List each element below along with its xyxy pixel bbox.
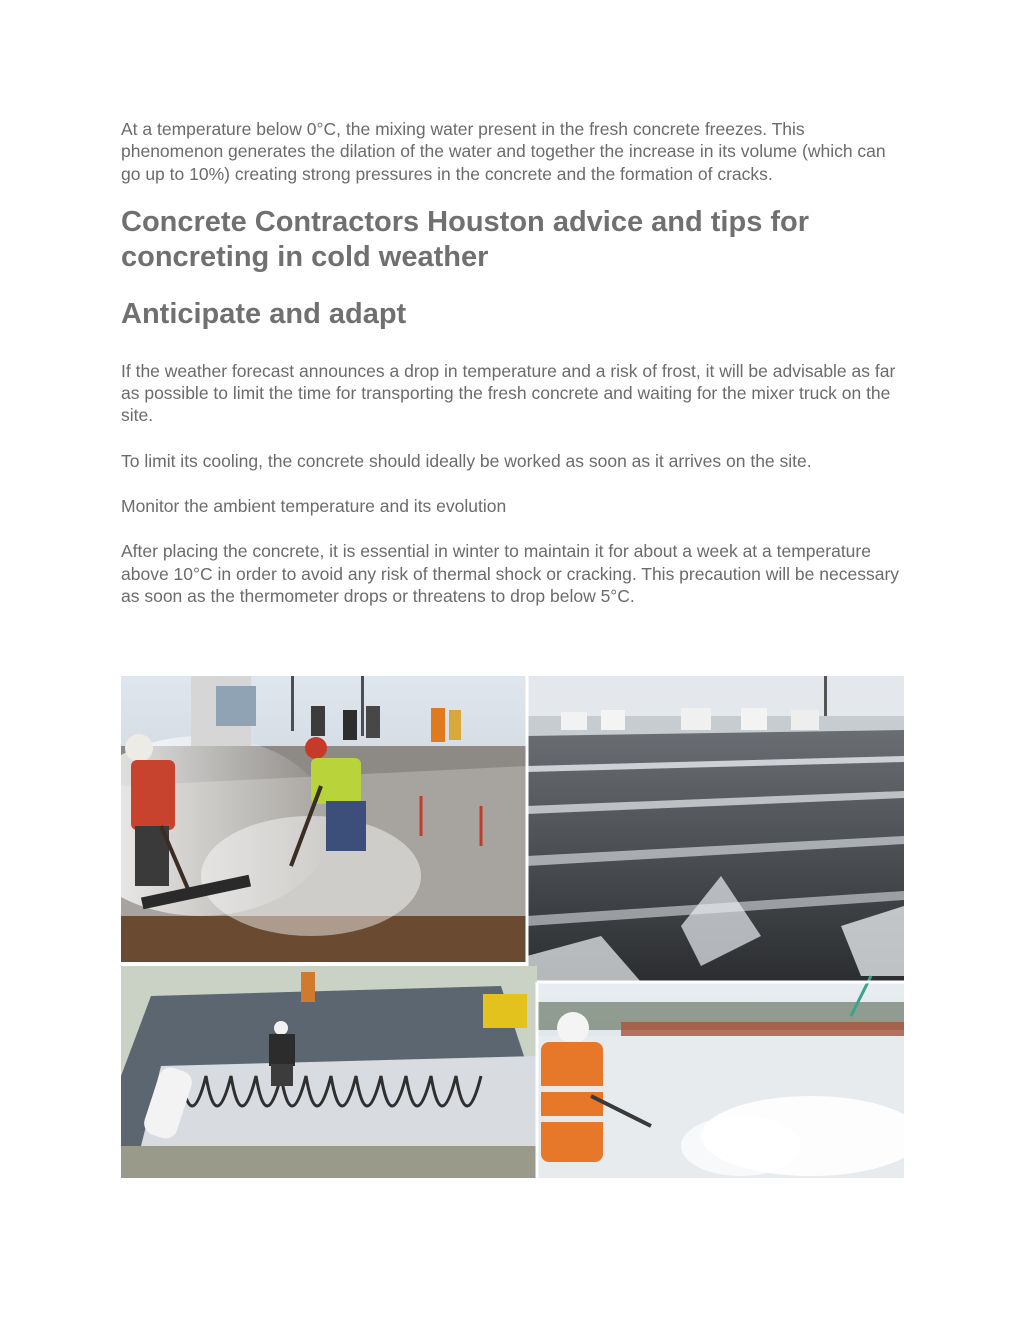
photo-workers-spreading-concrete [121,676,527,962]
sub-heading: Anticipate and adapt [121,297,407,330]
cooling-paragraph: To limit its cooling, the concrete should ideally be worked as soon as it arrives on the site. [121,450,812,471]
photo-insulating-blankets [527,676,904,982]
cold-weather-concreting-photo-collage [121,676,904,1178]
photo-worker-spraying-steam [537,976,904,1178]
document-body [121,118,906,607]
after-placing-paragraph: After placing the concrete, it is essential in winter to maintain it for about a week at a temperature above 10°C in order to avoid any risk of thermal shock or cracking. This precaution will be necessary as soon as the thermometer drops or threatens to drop below 5°C. [121,541,900,606]
photo-heating-cables [121,966,537,1178]
monitor-paragraph: Monitor the ambient temperature and its evolution [121,496,507,517]
main-heading: Concrete Contractors Houston advice and tips for concreting in cold weather [121,205,810,273]
intro-paragraph: At a temperature below 0°C, the mixing water present in the fresh concrete freezes. This phenomenon generates the dilation of the water and together the increase in its volume (which can go up to 10%) creating strong pressures in the concrete and the formation of cracks. [121,119,886,184]
forecast-paragraph: If the weather forecast announces a drop in temperature and a risk of frost, it will be advisable as far as possible to limit the time for transporting the fresh concrete and waiting for the mixer truck on the site. [121,360,896,426]
